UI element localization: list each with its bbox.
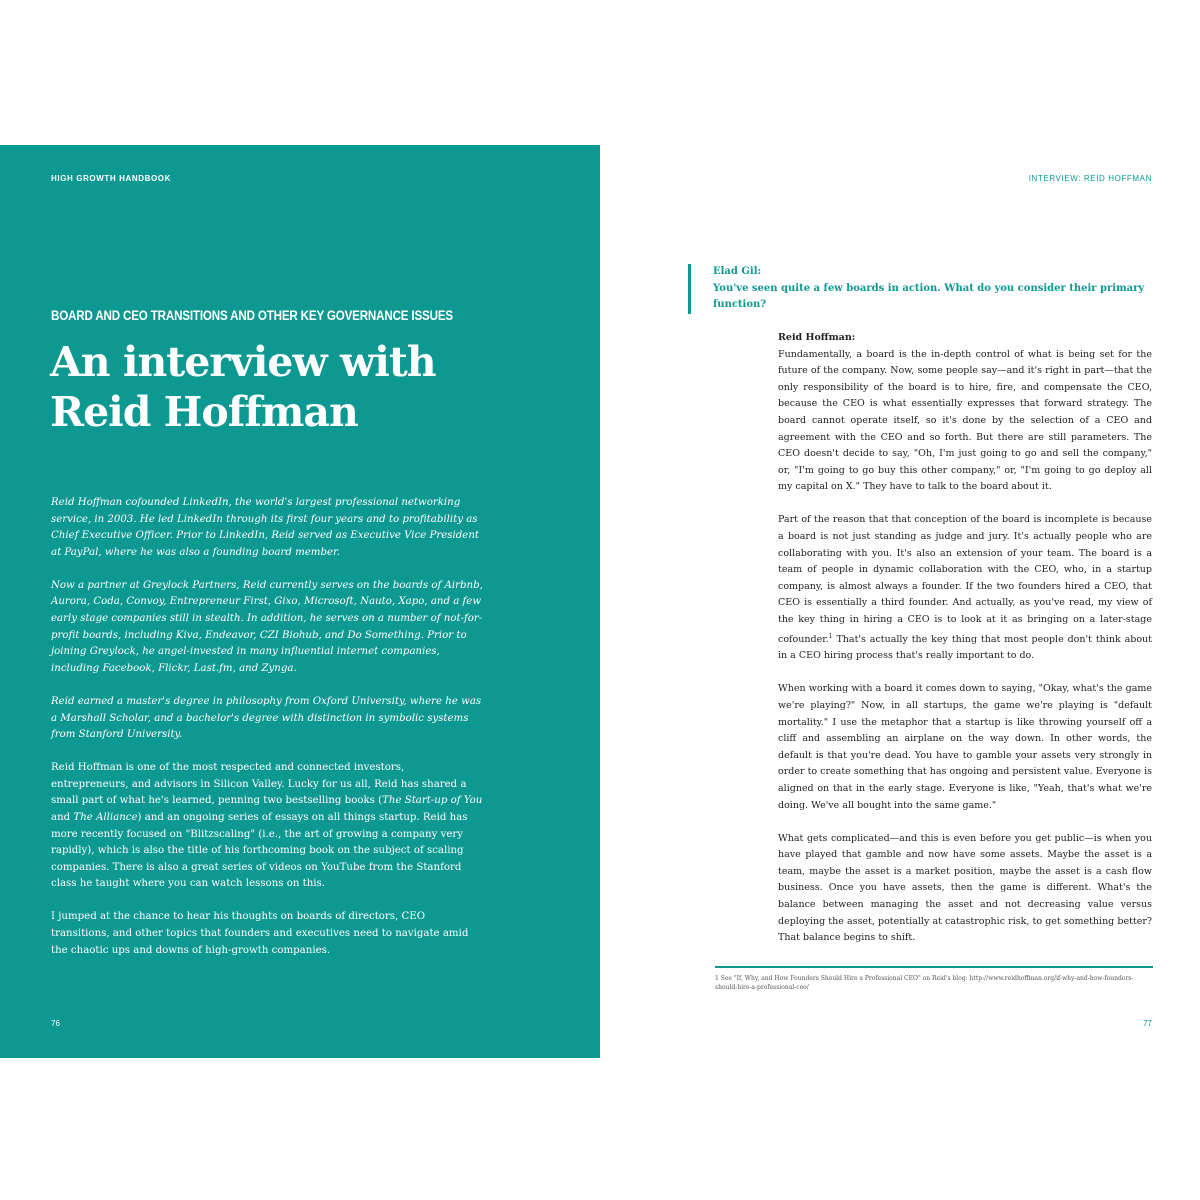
question-speaker: Elad Gil:: [713, 266, 762, 277]
footnote-divider: [715, 966, 1153, 968]
intro-text-b: and: [51, 812, 74, 823]
chapter-kicker: BOARD AND CEO TRANSITIONS AND OTHER KEY GOVERNANCE ISSUES: [51, 308, 453, 323]
book-title-2: The Alliance: [73, 812, 138, 823]
book-title-1: The Start-up of You: [382, 795, 483, 807]
title-line-2: Reid Hoffman: [50, 388, 358, 436]
answer-paragraph-2: [778, 512, 1152, 665]
right-page: [600, 145, 1200, 1058]
intro-paragraph-1: [51, 760, 483, 893]
interview-answer: [778, 330, 1152, 963]
answer-paragraph-3: When working with a board it comes down to saying, "Okay, what's the game we're playing?" Now, in all startups, the game we're playing is "default mortality." I use the metaphor that a startup is like throwing yourself off a cliff and assembling an airplane on the way down. In other words, the default is that you're dead. You have to gamble your assets very strongly in order to create something that has ongoing and persistent value. Everyone is aligned on that in the early stage. Everyone is like, "Yeah, that's what we're doing. We've all bought into the same game.": [778, 683, 1152, 811]
footnote: 1 See "If, Why, and How Founders Should Hire a Professional CEO" on Reid's blog: http://www.reidhoffman.org/if-why-and-how-founders-should-hire-a-professional-ceo/: [715, 975, 1134, 991]
bio-paragraph-2: Now a partner at Greylock Partners, Reid currently serves on the boards of Airbnb, Aurora, Coda, Convoy, Entrepreneur First, Gixo, Microsoft, Nauto, Xapo, and a few early stage companies still in stealth. In addition, he serves on a number of not-for-profit boards, including Kiva, Endeavor, CZI Biohub, and Do Something. Prior to joining Greylock, he angel-invested in many influential internet companies, including Facebook, Flickr, Last.fm, and Zynga.: [51, 579, 483, 674]
page-number-left: 76: [51, 1019, 60, 1028]
answer-text-b: That's actually the key thing that most people don't think about in a CEO hiring process that's really important to do.: [778, 633, 1152, 662]
bio-paragraph-3: Reid earned a master's degree in philosophy from Oxford University, where he was a Marshall Scholar, and a bachelor's degree with distinction in symbolic systems from Stanford University.: [51, 695, 482, 741]
intro-paragraph-2: I jumped at the chance to hear his thoughts on boards of directors, CEO transitions, and other topics that founders and executives need to navigate amid the chaotic ups and downs of high-growth companies.: [51, 911, 469, 956]
answer-text-a: Part of the reason that that conception of the board is incomplete is because a board is not just standing as judge and jury. It's actually people who are collaborating with you. It's also an extension of your team. The board is a team of people in dynamic collaboration with the CEO, who, in a startup company, is almost always a founder. If the two founders hired a CEO, that CEO is essentially a third founder. And actually, as you've read, my view of the key thing in hiring a CEO is to look at it as bringing on a later-stage cofounder.: [778, 514, 1152, 645]
answer-paragraph-4: What gets complicated—and this is even before you get public—is when you have played that gamble and now have some assets. Maybe the asset is a team, maybe the asset is a market position, maybe the asset is a cash flow business. Once you have assets, then the game is different. What's the balance between managing the asset and not decreasing value versus deploying the asset, potentially at catastrophic risk, to get something better? That balance begins to shift.: [778, 832, 1152, 944]
left-page: [0, 145, 600, 1058]
interview-question: [688, 264, 1178, 314]
page-number-right: 77: [1143, 1019, 1152, 1028]
intro-text: [51, 495, 483, 976]
intro-text-a: Reid Hoffman is one of the most respected and connected investors, entrepreneurs, and advisors in Silicon Valley. Lucky for us all, Reid has shared a small part of what he's learned, penning two bestselling books (: [51, 762, 467, 807]
book-spread: [0, 145, 1200, 1058]
question-text: You've seen quite a few boards in action. What do you consider their primary function?: [713, 282, 1145, 310]
bio-paragraph-1: Reid Hoffman cofounded LinkedIn, the world's largest professional networking service, in 2003. He led LinkedIn through its first four years and to profitability as Chief Executive Officer. Prior to LinkedIn, Reid served as Executive Vice President at PayPal, where he was also a founding board member.: [51, 497, 479, 558]
footnote-marker[interactable]: 1: [828, 632, 833, 640]
answer-paragraph-1: Fundamentally, a board is the in-depth control of what is being set for the future of the company. Now, some people say—and it's right in part—that the only responsibility of the board is to hire, fire, and compensate the CEO, because the CEO is what essentially expresses that forward strategy. The board cannot operate itself, so it's done by the selection of a CEO and agreement with the CEO and so forth. But there are still parameters. The CEO doesn't decide to say, "Oh, I'm just going to go and sell the company," or, "I'm going to go buy this other company," or, "I'm going to go deploy all my capital on X." They have to talk to the board about it.: [778, 348, 1152, 493]
running-head-right: INTERVIEW: REID HOFFMAN: [1028, 174, 1152, 183]
title-line-1: An interview with: [50, 338, 436, 386]
page-title: [50, 337, 550, 437]
answer-speaker: Reid Hoffman:: [778, 332, 856, 343]
running-head-left: HIGH GROWTH HANDBOOK: [51, 174, 171, 183]
intro-text-c: ) and an ongoing series of essays on all things startup. Reid has more recently focused on "Blitzscaling" (i.e., the art of growing a company very rapidly), which is also the title of his forthcoming book on the subject of scaling companies. There is also a great series of videos on YouTube from the Stanford class he taught where you can watch lessons on this.: [51, 812, 468, 890]
